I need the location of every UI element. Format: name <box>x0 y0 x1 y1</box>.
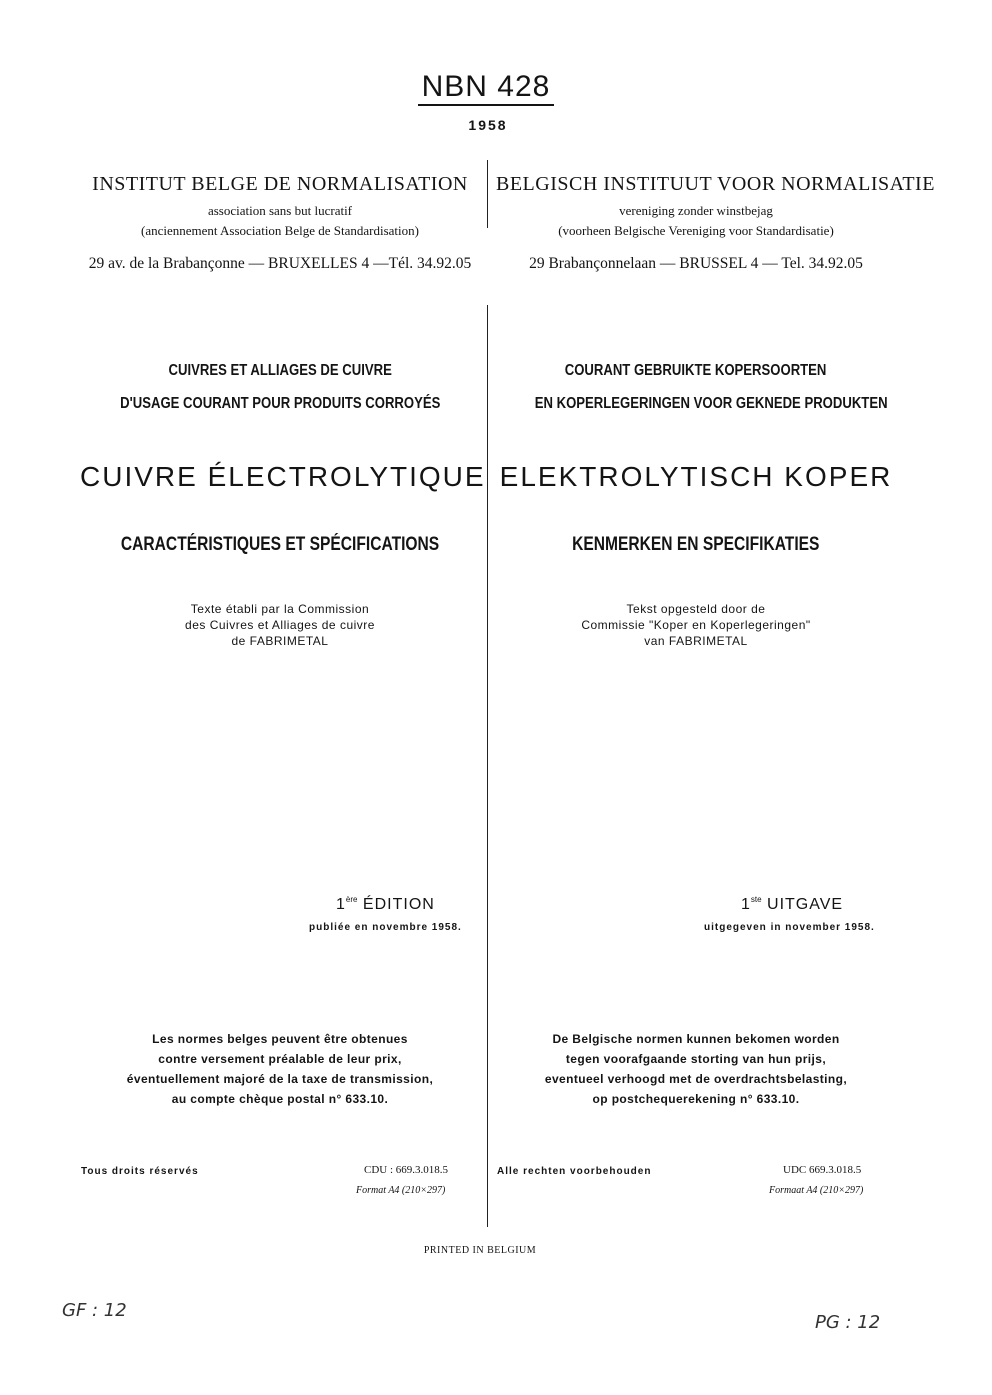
standard-year: 1958 <box>468 117 508 133</box>
edition-nl: 1ste UITGAVE <box>741 895 844 913</box>
handwritten-note-right: PG : 12 <box>815 1312 881 1333</box>
printed-in-belgium: PRINTED IN BELGIUM <box>423 1245 537 1256</box>
availability-line1-fr: Les normes belges peuvent être obtenues <box>152 1032 408 1046</box>
availability-line3-nl: eventueel verhoogd met de overdrachtsbelasting, <box>544 1072 848 1086</box>
rights-nl: Alle rechten voorbehouden <box>497 1166 652 1177</box>
commission-line3-nl: van FABRIMETAL <box>644 634 748 648</box>
edition-fr: 1ère ÉDITION <box>336 895 435 913</box>
availability-line2-nl: tegen voorafgaande storting van hun prijs, <box>565 1052 827 1066</box>
availability-line4-fr: au compte chèque postal n° 633.10. <box>171 1092 389 1106</box>
cdu-fr: CDU : 669.3.018.5 <box>364 1164 449 1176</box>
column-divider-main <box>487 305 488 1227</box>
title-nl: ELEKTROLYTISCH KOPER <box>499 461 893 492</box>
standard-number <box>0 70 972 104</box>
commission-line3-fr: de FABRIMETAL <box>231 634 329 648</box>
subtitle-fr: CARACTÉRISTIQUES ET SPÉCIFICATIONS <box>120 534 440 555</box>
handwritten-note-left: GF : 12 <box>62 1300 127 1321</box>
rights-fr: Tous droits réservés <box>81 1166 199 1177</box>
published-date-fr: publiée en novembre 1958. <box>309 922 462 933</box>
format-nl: Formaat A4 (210×297) <box>769 1185 864 1196</box>
published-date-nl: uitgegeven in november 1958. <box>704 922 875 933</box>
commission-line2-fr: des Cuivres et Alliages de cuivre <box>185 618 375 632</box>
standard-number-text: NBN 428 <box>418 70 555 106</box>
institute-former-fr: (anciennement Association Belge de Standardisation) <box>141 223 419 238</box>
institute-sub-nl: vereniging zonder winstbejag <box>619 203 773 218</box>
series-line1-fr: CUIVRES ET ALLIAGES DE CUIVRE <box>168 362 392 379</box>
udc-nl: UDC 669.3.018.5 <box>783 1164 862 1176</box>
institute-address-nl: 29 Brabançonnelaan — BRUSSEL 4 — Tel. 34.92.05 <box>529 255 863 272</box>
series-line1-nl: COURANT GEBRUIKTE KOPERSOORTEN <box>565 362 827 379</box>
commission-line1-nl: Tekst opgesteld door de <box>626 602 766 616</box>
availability-line4-nl: op postchequerekening n° 633.10. <box>592 1092 800 1106</box>
commission-line2-nl: Commissie "Koper en Koperlegeringen" <box>581 618 811 632</box>
format-fr: Format A4 (210×297) <box>356 1185 446 1196</box>
institute-address-fr: 29 av. de la Brabançonne — BRUXELLES 4 —Tél. 34.92.05 <box>88 255 472 272</box>
institute-sub-fr: association sans but lucratif <box>207 203 353 218</box>
series-line2-nl: EN KOPERLEGERINGEN VOOR GEKNEDE PRODUKTEN <box>534 395 888 412</box>
commission-line1-fr: Texte établi par la Commission <box>190 602 370 616</box>
subtitle-nl: KENMERKEN EN SPECIFIKATIES <box>572 534 820 555</box>
series-line2-fr: D'USAGE COURANT POUR PRODUITS CORROYÉS <box>119 395 441 412</box>
column-divider-top <box>487 160 488 228</box>
availability-line1-nl: De Belgische normen kunnen bekomen worden <box>552 1032 840 1046</box>
institute-name-nl: BELGISCH INSTITUUT VOOR NORMALISATIE <box>496 173 935 195</box>
title-fr: CUIVRE ÉLECTROLYTIQUE <box>80 461 486 492</box>
institute-name-fr: INSTITUT BELGE DE NORMALISATION <box>92 173 468 195</box>
institute-former-nl: (voorheen Belgische Vereniging voor Standardisatie) <box>558 223 834 238</box>
availability-line3-fr: éventuellement majoré de la taxe de transmission, <box>126 1072 434 1086</box>
availability-line2-fr: contre versement préalable de leur prix, <box>158 1052 402 1066</box>
